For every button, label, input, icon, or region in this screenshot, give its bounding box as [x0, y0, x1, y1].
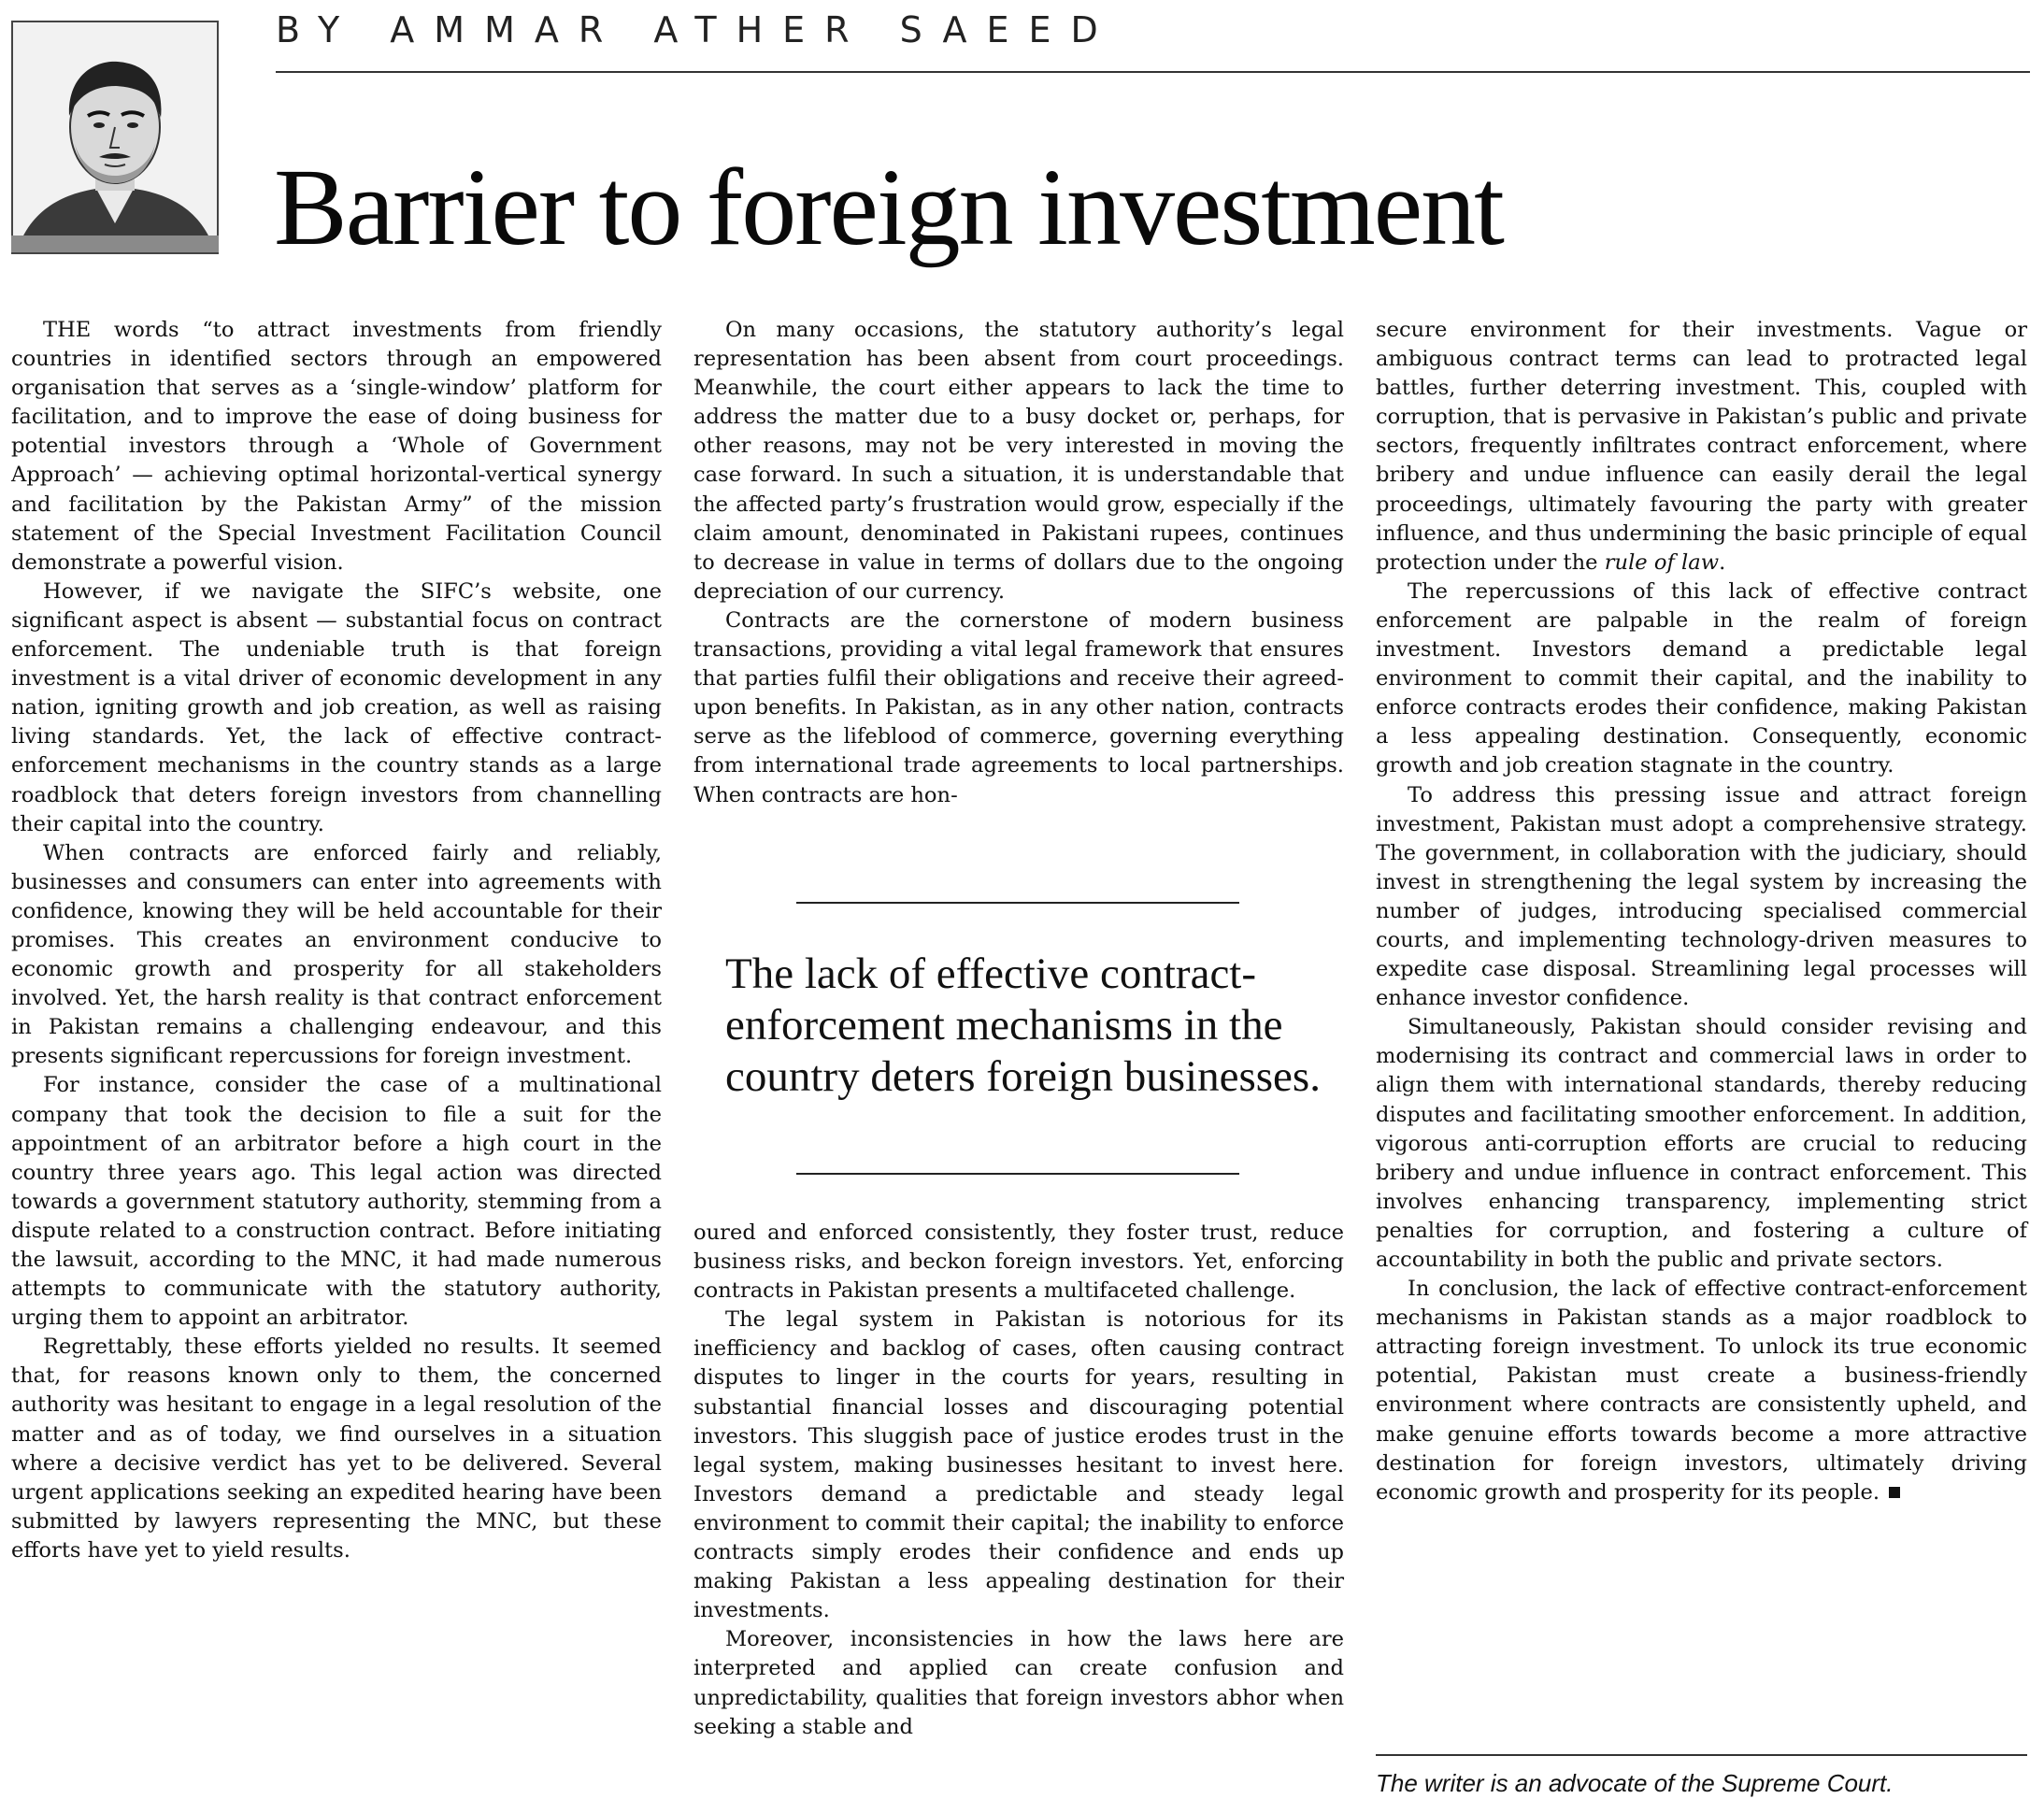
paragraph: The repercussions of this lack of effective contract enforcement are palpable in the realm of foreign investment. Investors demand a predictable legal environment to commit their capital, and the inability to enforce contracts erodes their confidence, making Pakistan a less appealing destination. Consequently, economic growth and job creation stagnate in the country.: [1376, 578, 2027, 778]
byline: BY AMMAR ATHER SAEED: [276, 9, 1118, 50]
pull-quote-text: The lack of effective contract-enforcement mechanisms in the country deters foreign businesses.: [725, 949, 1321, 1101]
article-column-2-bottom: [693, 1219, 1344, 1742]
end-mark-icon: [1889, 1487, 1900, 1498]
pull-quote-top-rule: [796, 902, 1239, 904]
paragraph: [1376, 316, 2027, 578]
paragraph-text: In conclusion, the lack of effective contract-enforcement mechanisms in Pakistan stands as a major roadblock to attracting foreign investment. To unlock its true economic potential, Pakistan must create a business-friendly environment where contracts are consistently upheld, and make genuine efforts towards become a more attractive destination for foreign investors, ultimately driving economic growth and prosperity for its people.: [1376, 1277, 2027, 1505]
byline-rule: [276, 71, 2030, 73]
portrait-bar: [11, 236, 219, 252]
paragraph: On many occasions, the statutory authority’s legal representation has been absent from court proceedings. Meanwhile, the court either appears to lack the time to address the matter due to a busy docket or, perhaps, for other reasons, may not be very interested in moving the case forward. In such a situation, it is understandable that the affected party’s frustration would grow, especially if the claim amount, denominated in Pakistani rupees, continues to decrease in value in terms of dollars due to the ongoing depreciation of our currency.: [693, 318, 1344, 604]
author-footnote: The writer is an advocate of the Supreme Court.: [1376, 1769, 1894, 1797]
paragraph: Simultaneously, Pakistan should consider revising and modernising its contract and commercial laws in order to align them with international standards, thereby reducing disputes and facilitating smoother enforcement. In addition, vigorous anti-corruption efforts are crucial to reducing bribery and undue influence in contract enforcement. This involves enhancing transparency, implementing strict penalties for corruption, and fostering a culture of accountability in both the public and private sectors.: [1376, 1015, 2027, 1272]
paragraph: oured and enforced consistently, they foster trust, reduce business risks, and beckon foreign investors. Yet, enforcing contracts in Pakistan presents a multifaceted challenge.: [693, 1221, 1344, 1304]
headline: Barrier to foreign investment: [274, 146, 1503, 268]
paragraph: When contracts are enforced fairly and reliably, businesses and consumers can enter into agreements with confidence, knowing they will be held accountable for their promises. This creates an environment conducive to economic growth and prosperity for all stakeholders involved. Yet, the harsh reality is that contract enforcement in Pakistan remains a challenging endeavour, and this presents significant repercussions for foreign investment.: [11, 840, 662, 1069]
paragraph: For instance, consider the case of a multinational company that took the decision to file a suit for the appointment of an arbitrator before a high court in the country three years ago. This legal action was directed towards a government statutory authority, stemming from a dispute related to a construction contract. Before initiating the lawsuit, according to the MNC, it had made numerous attempts to communicate with the statutory authority, urging them to appoint an arbitrator.: [11, 1073, 662, 1331]
footnote-rule: [1376, 1754, 2027, 1756]
italic-phrase: rule of law: [1604, 550, 1720, 575]
pull-quote-bottom-rule: [796, 1173, 1239, 1175]
paragraph-text: secure environment for their investments. Vague or ambiguous contract terms can lead to protracted legal battles, further deterring investment. This, coupled with corruption, that is pervasive in Pakistan’s public and private sectors, frequently infiltrates contract enforcement, where bribery and undue influence can easily derail the legal proceedings, ultimately favouring the party with greater influence, and thus undermining the basic principle of equal protection under the: [1376, 318, 2027, 575]
paragraph: To address this pressing issue and attract foreign investment, Pakistan must adopt a comprehensive strategy. The government, in collaboration with the judiciary, should invest in strengthening the legal system by increasing the number of judges, introducing specialised commercial courts, and implementing technology-driven measures to expedite case disposal. Streamlining legal processes will enhance investor confidence.: [1376, 782, 2027, 1011]
paragraph: [1376, 1275, 2027, 1507]
author-portrait: [11, 21, 219, 254]
paragraph: Regrettably, these efforts yielded no results. It seemed that, for reasons known only to them, the concerned authority was hesitant to engage in a legal resolution of the matter and as of today, we find ourselves in a situation where a decisive verdict has yet to be delivered. Several urgent applications seeking an expedited hearing have been submitted by lawyers representing the MNC, but these efforts have yet to yield results.: [11, 1335, 662, 1563]
paragraph-end: .: [1719, 550, 1726, 575]
article-column-2-top: [693, 316, 1344, 810]
author-sketch-icon: [13, 22, 217, 237]
paragraph: THE words “to attract investments from friendly countries in identified sectors through an empowered organisation that serves as a ‘single-window’ platform for facilitation, and to improve the ease of doing business for potential investors through a ‘Whole of Government Approach’ — achieving optimal horizontal-vertical synergy and facilitation by the Pakistan Army” of the mission statement of the Special Investment Facilitation Council demonstrate a powerful vision.: [11, 318, 662, 575]
paragraph: However, if we navigate the SIFC’s website, one significant aspect is absent — substantial focus on contract enforcement. The undeniable truth is that foreign investment is a vital driver of economic development in any nation, igniting growth and job creation, as well as raising living standards. Yet, the lack of effective contract-enforcement mechanisms in the country stands as a large roadblock that deters foreign investors from channelling their capital into the country.: [11, 578, 662, 836]
paragraph: The legal system in Pakistan is notorious for its inefficiency and backlog of cases, often causing contract disputes to linger in the courts for years, resulting in substantial financial losses and discouraging potential investors. This sluggish pace of justice erodes trust in the legal system, making businesses hesitant to invest here. Investors demand a predictable and steady legal environment to commit their capital; the inability to enforce contracts simply erodes their confidence and ends up making Pakistan a less appealing destination for their investments.: [693, 1307, 1344, 1623]
article-column-1: [11, 316, 662, 1565]
article-column-3: [1376, 316, 2027, 1507]
paragraph: Moreover, inconsistencies in how the laws here are interpreted and applied can create confusion and unpredictability, qualities that foreign investors abhor when seeking a stable and: [693, 1627, 1344, 1739]
paragraph: Contracts are the cornerstone of modern business transactions, providing a vital legal framework that ensures that parties fulfil their obligations and receive their agreed-upon benefits. In Pakistan, as in any other nation, contracts serve as the lifeblood of commerce, governing everything from international trade agreements to local partnerships. When contracts are hon-: [693, 607, 1344, 807]
pull-quote: [693, 902, 1344, 1187]
